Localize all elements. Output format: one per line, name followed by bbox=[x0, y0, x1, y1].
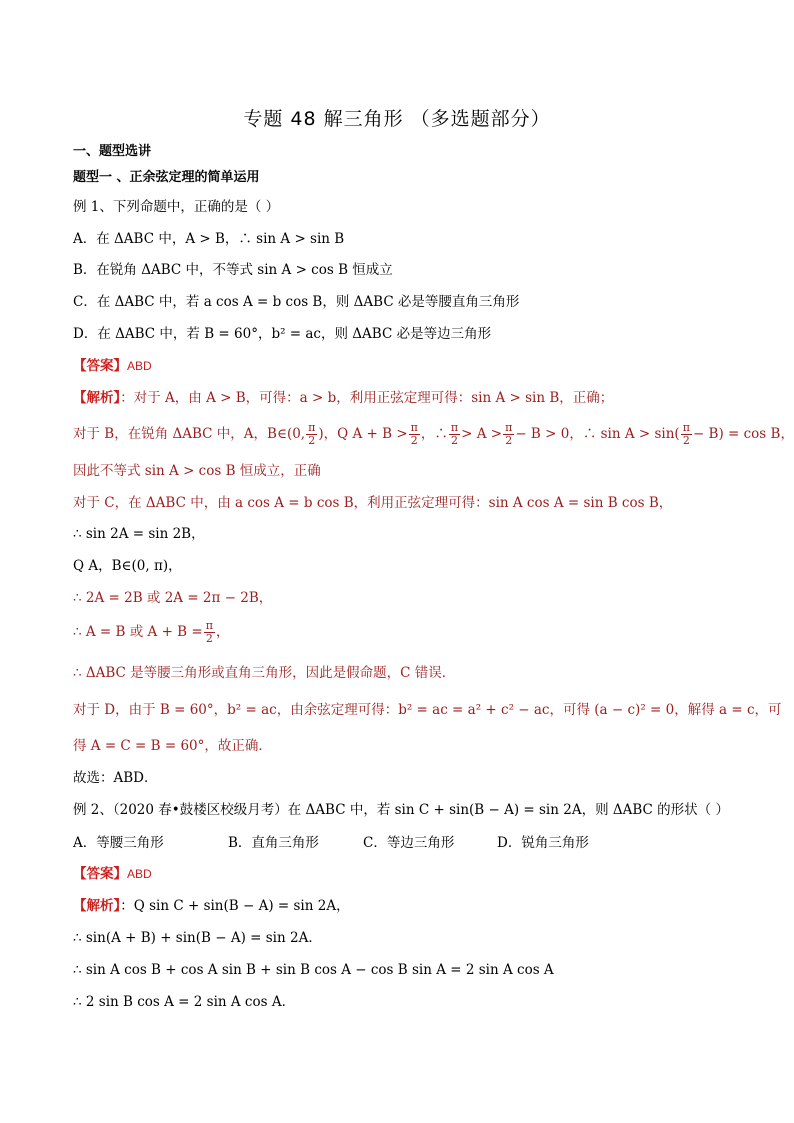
analysis-text: − B) = cos B， bbox=[692, 426, 794, 442]
fraction: $\frac{\pi}{2}$ bbox=[410, 421, 418, 447]
analysis-text: )，Q A + B > bbox=[318, 426, 408, 442]
answer-label: 【答案】 bbox=[73, 358, 127, 374]
example1-stem: 例 1、下列命题中，正确的是（ ） bbox=[73, 199, 280, 215]
fraction: $\frac{\pi}{2}$ bbox=[682, 421, 690, 447]
example1-analysis-line9: ∴ ΔABC 是等腰三角形或直角三角形，因此是假命题，C 错误． bbox=[73, 665, 456, 681]
example2-analysis-line3: ∴ sin A cos B + cos A sin B + sin B cos A − cos B sin A = 2 sin A cos A bbox=[73, 962, 554, 978]
analysis-label: 【解析】 bbox=[73, 390, 121, 406]
fraction: $\frac{\pi}{2}$ bbox=[205, 619, 213, 645]
example2-answer bbox=[73, 863, 152, 885]
fraction: $\frac{\pi}{2}$ bbox=[505, 421, 513, 447]
page-title: 专题 48 解三角形 （多选题部分） bbox=[243, 108, 551, 130]
example1-analysis-line11: 得 A = C = B = 60°，故正确． bbox=[73, 738, 272, 754]
example1-analysis-line5: ∴ sin 2A = sin 2B， bbox=[73, 526, 205, 542]
example1-conclusion: 故选：ABD． bbox=[73, 770, 158, 786]
analysis-text: − B > 0，∴ sin A > sin( bbox=[515, 426, 680, 442]
analysis-text: ：对于 A，由 A > B，可得：a > b，利用正弦定理可得：sin A > sin B，正确； bbox=[120, 390, 614, 406]
example2-option-a: A．等腰三角形 bbox=[73, 835, 164, 851]
example1-option-b: B．在锐角 ΔABC 中，不等式 sin A > cos B 恒成立 bbox=[73, 262, 393, 278]
example1-analysis-line8 bbox=[73, 620, 229, 645]
example1-analysis-line3: 因此不等式 sin A > cos B 恒成立，正确 bbox=[73, 463, 321, 479]
analysis-label: 【解析】 bbox=[73, 898, 121, 914]
example2-option-c: C．等边三角形 bbox=[363, 835, 455, 851]
example1-option-d: D．在 ΔABC 中，若 B = 60°，b² = ac，则 ΔABC 必是等边三角形 bbox=[73, 326, 492, 342]
answer-value: ABD bbox=[127, 867, 152, 881]
example2-option-d: D．锐角三角形 bbox=[497, 835, 589, 851]
example2-option-b: B．直角三角形 bbox=[228, 835, 319, 851]
example1-analysis-line2 bbox=[73, 422, 794, 447]
question-type-heading: 题型一 、正余弦定理的简单运用 bbox=[73, 170, 260, 185]
example2-analysis-line2: ∴ sin(A + B) + sin(B − A) = sin 2A． bbox=[73, 930, 322, 946]
analysis-text: 对于 B，在锐角 ΔABC 中，A，B∈(0, bbox=[73, 426, 306, 442]
example1-option-a: A．在 ΔABC 中，A > B，∴ sin A > sin B bbox=[73, 231, 345, 247]
example1-analysis-line4: 对于 C，在 ΔABC 中，由 a cos A = b cos B，利用正弦定理可得：sin A cos A = sin B cos B， bbox=[73, 495, 673, 511]
example1-analysis-line6: Q A，B∈(0, π)， bbox=[73, 558, 182, 574]
analysis-text: ：Q sin C + sin(B − A) = sin 2A， bbox=[120, 898, 350, 914]
section-heading: 一、题型选讲 bbox=[73, 144, 152, 159]
answer-label: 【答案】 bbox=[73, 866, 127, 882]
example2-analysis-line4: ∴ 2 sin B cos A = 2 sin A cos A． bbox=[73, 994, 296, 1010]
example1-analysis-line10: 对于 D，由于 B = 60°，b² = ac，由余弦定理可得：b² = ac = a² + c² − ac，可得 (a − c)² = 0，解得 a = c，可 bbox=[73, 702, 782, 718]
answer-value: ABD bbox=[127, 359, 152, 373]
example2-options bbox=[73, 832, 589, 854]
example1-analysis-line7: ∴ 2A = 2B 或 2A = 2π − 2B， bbox=[73, 590, 273, 606]
example1-analysis-line1 bbox=[73, 387, 613, 409]
example2-analysis-line1 bbox=[73, 895, 350, 917]
analysis-text: ，∴ bbox=[420, 426, 448, 442]
fraction: $\frac{\pi}{2}$ bbox=[308, 421, 316, 447]
fraction: $\frac{\pi}{2}$ bbox=[450, 421, 459, 447]
analysis-text: > A > bbox=[461, 426, 503, 442]
example1-option-c: C．在 ΔABC 中，若 a cos A = b cos B，则 ΔABC 必是等腰直角三角形 bbox=[73, 294, 520, 310]
example2-stem: 例 2、（2020 春•鼓楼区校级月考）在 ΔABC 中，若 sin C + sin(B − A) = sin 2A，则 ΔABC 的形状（ ） bbox=[73, 802, 729, 818]
example1-answer bbox=[73, 355, 152, 377]
analysis-text: ， bbox=[215, 624, 230, 640]
analysis-text: ∴ A = B 或 A + B = bbox=[73, 624, 203, 640]
